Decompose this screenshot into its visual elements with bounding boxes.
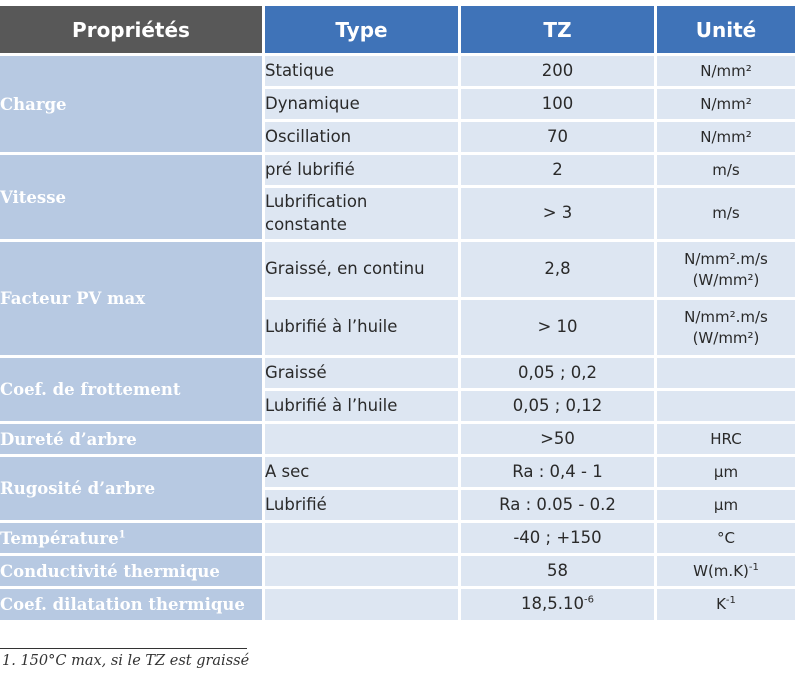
unit-cell [657, 300, 798, 358]
unit-cell [657, 556, 798, 589]
table-row [0, 457, 798, 490]
tz-cell: > 10 [461, 300, 657, 358]
table-row [0, 556, 798, 589]
type-cell: Lubrifié à l’huile [265, 300, 461, 358]
unit-cell [657, 242, 798, 300]
unit-exponent: -1 [725, 595, 736, 607]
unit-cell: m/s [657, 188, 798, 242]
type-cell: Dynamique [265, 89, 461, 122]
type-cell [265, 424, 461, 457]
type-cell [265, 523, 461, 556]
type-cell [265, 556, 461, 589]
type-cell: Lubrifié [265, 490, 461, 523]
tz-cell: 2 [461, 155, 657, 188]
tz-cell: >50 [461, 424, 657, 457]
unit-line: N/mm².m/s [684, 250, 768, 269]
tz-cell: -40 ; +150 [461, 523, 657, 556]
unit-cell: HRC [657, 424, 798, 457]
table-row [0, 523, 798, 556]
tz-cell: 100 [461, 89, 657, 122]
tz-exponent: -6 [584, 594, 594, 606]
unit-cell: µm [657, 490, 798, 523]
footnote-divider [0, 648, 247, 649]
property-charge: Charge [0, 56, 265, 155]
unit-exponent: -1 [748, 561, 759, 573]
footnote-marker: 1 [118, 529, 126, 540]
table-row [0, 56, 798, 89]
tz-cell: 0,05 ; 0,12 [461, 391, 657, 424]
header-unite: Unité [657, 6, 798, 56]
type-line: Lubrification [265, 192, 368, 212]
property-vitesse: Vitesse [0, 155, 265, 242]
unit-text: W(m.K) [693, 561, 749, 580]
unit-line: (W/mm²) [692, 270, 760, 289]
tz-text: 18,5.10 [521, 594, 584, 614]
header-type: Type [265, 6, 461, 56]
unit-cell [657, 358, 798, 391]
type-cell [265, 188, 461, 242]
property-conductivite: Conductivité thermique [0, 556, 265, 589]
unit-cell: m/s [657, 155, 798, 188]
property-temperature [0, 523, 265, 556]
table-row [0, 242, 798, 300]
type-cell: Oscillation [265, 122, 461, 155]
type-cell: Statique [265, 56, 461, 89]
property-dilatation: Coef. dilatation thermique [0, 589, 265, 623]
unit-text: K [716, 595, 726, 614]
type-cell: A sec [265, 457, 461, 490]
unit-cell: N/mm² [657, 122, 798, 155]
tz-cell: 2,8 [461, 242, 657, 300]
unit-line: N/mm².m/s [684, 308, 768, 327]
table-row [0, 424, 798, 457]
property-rugosite: Rugosité d’arbre [0, 457, 265, 523]
property-durete: Dureté d’arbre [0, 424, 265, 457]
header-tz: TZ [461, 6, 657, 56]
table-row [0, 589, 798, 623]
table-row [0, 358, 798, 391]
tz-cell: 200 [461, 56, 657, 89]
properties-table [0, 6, 798, 623]
unit-cell: N/mm² [657, 89, 798, 122]
tz-cell: 0,05 ; 0,2 [461, 358, 657, 391]
property-temperature-label: Température [0, 528, 119, 548]
type-cell: pré lubrifié [265, 155, 461, 188]
type-cell: Graissé, en continu [265, 242, 461, 300]
tz-cell: Ra : 0,4 - 1 [461, 457, 657, 490]
unit-cell [657, 391, 798, 424]
type-cell: Lubrifié à l’huile [265, 391, 461, 424]
header-proprietes: Propriétés [0, 6, 265, 56]
tz-cell: > 3 [461, 188, 657, 242]
footnote: 1. 150°C max, si le TZ est graissé [2, 653, 250, 669]
unit-line: (W/mm²) [692, 328, 760, 347]
unit-cell: µm [657, 457, 798, 490]
property-frottement: Coef. de frottement [0, 358, 265, 424]
type-cell [265, 589, 461, 623]
tz-cell: 58 [461, 556, 657, 589]
header-row [0, 6, 798, 56]
property-facteur-pv: Facteur PV max [0, 242, 265, 358]
unit-cell [657, 589, 798, 623]
table-row [0, 155, 798, 188]
type-line: constante [265, 214, 347, 234]
tz-cell: Ra : 0.05 - 0.2 [461, 490, 657, 523]
unit-cell: N/mm² [657, 56, 798, 89]
type-cell: Graissé [265, 358, 461, 391]
unit-cell: °C [657, 523, 798, 556]
tz-cell: 70 [461, 122, 657, 155]
tz-cell [461, 589, 657, 623]
